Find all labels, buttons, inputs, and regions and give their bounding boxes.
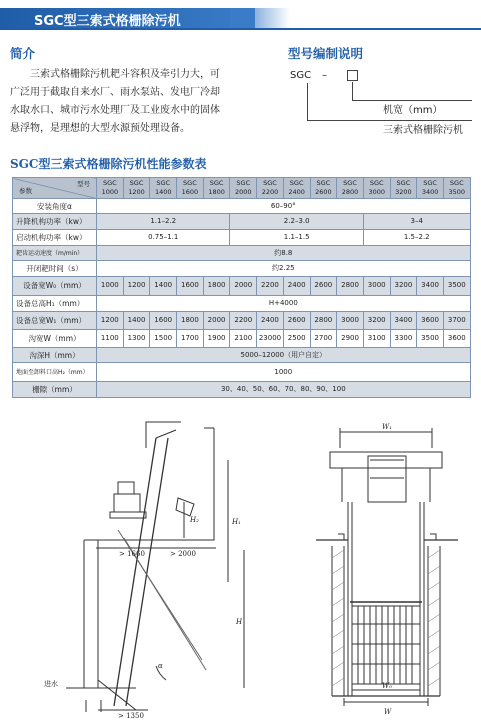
model-header: SGC 2000 [230,178,257,199]
model-header: SGC 3500 [443,178,470,199]
row-value: 5000–12000（用户自定） [97,347,471,363]
intro-heading: 简介 [10,46,36,61]
corner-model-label: 型号 [77,180,90,188]
cell: 1400 [123,312,150,330]
cell: 2400 [257,312,284,330]
cell: 2900 [337,330,364,348]
cell: 1200 [97,312,124,330]
label-w1: W₁ [382,423,393,431]
row-value: 1.1–1.5 [230,230,363,246]
table-heading: SGC型三索式格栅除污机性能参数表 [10,157,207,171]
cell: 1500 [150,330,177,348]
intro-line: 三索式格栅除污机耙斗容积及牵引力大，可 [30,69,220,80]
dim-1350: > 1350 [118,712,144,720]
cell: 3600 [417,312,444,330]
cell: 2800 [310,312,337,330]
model-header: SGC 1800 [203,178,230,199]
table-row [13,214,471,230]
model-header: SGC 1000 [97,178,124,199]
model-width-label: 机宽（mm） [383,105,443,116]
cell: 1600 [177,276,204,295]
intro-paragraph [10,66,240,138]
model-header: SGC 2200 [257,178,284,199]
intro-line: 悬浮物，是理想的大型水源预处理设备。 [10,123,190,134]
cell: 23000 [257,330,284,348]
row-value: 60–90° [97,198,471,214]
label-w: W [384,708,392,716]
row-value: 3–4 [363,214,470,230]
cell: 2000 [230,276,257,295]
label-w0: W₀ [382,682,393,690]
cell: 3300 [390,330,417,348]
cell: 1200 [123,276,150,295]
model-header: SGC 3200 [390,178,417,199]
table-header-row [13,178,471,199]
row-value: 约2.25 [97,261,471,277]
cell: 3200 [390,276,417,295]
model-code-heading: 型号编制说明 [288,46,364,61]
leader-line [307,83,308,121]
frame-rail [114,438,156,706]
model-header: SGC 2400 [283,178,310,199]
row-value: 1.1–2.2 [97,214,230,230]
cell: 1700 [177,330,204,348]
header-bar-fade [230,8,290,30]
cell: 3600 [443,330,470,348]
row-label: 开闭耙时间（s） [13,261,97,277]
cell: 3400 [390,312,417,330]
row-label: 安装角度α [13,198,97,214]
dim-1660: > 1660 [119,550,145,558]
cell: 1900 [203,330,230,348]
row-label: 设备宽W₀（mm） [13,276,97,295]
row-value: 约8.8 [97,245,471,261]
label-inflow: 进水 [44,680,58,688]
table-row [13,347,471,363]
cell: 3500 [417,330,444,348]
cell: 2100 [230,330,257,348]
table-row [13,363,471,382]
cell: 2800 [337,276,364,295]
side-view-drawing [6,420,256,720]
page-header [0,0,481,31]
row-label: 地面至卸料口高H₂（mm） [13,363,97,382]
model-header: SGC 3000 [363,178,390,199]
cell: 2000 [203,312,230,330]
model-code-diagram [275,62,475,140]
model-header: SGC 3400 [417,178,444,199]
cell: 3100 [363,330,390,348]
model-prefix: SGC [290,70,312,81]
row-label: 设备总宽W₁（mm） [13,312,97,330]
row-label: 耙齿运动速度（m/min） [13,245,97,261]
cell: 2200 [230,312,257,330]
row-value: 1.5–2.2 [363,230,470,246]
intro-line: 广泛用于截取自来水厂、雨水泵站、发电厂冷却 [10,87,220,98]
cell: 1100 [97,330,124,348]
row-label: 沟宽W（mm） [13,330,97,348]
table-row [13,312,471,330]
model-header: SGC 1600 [177,178,204,199]
cell: 1800 [203,276,230,295]
model-header: SGC 2800 [337,178,364,199]
cell: 3400 [417,276,444,295]
model-header: SGC 1400 [150,178,177,199]
table-row [13,330,471,348]
parameter-table [12,177,471,398]
front-view-drawing [312,418,462,718]
cell: 1000 [97,276,124,295]
table-row [13,245,471,261]
table-row [13,276,471,295]
table-row [13,382,471,398]
table-corner-cell [13,178,97,199]
row-value: 30、40、50、60、70、80、90、100 [97,382,471,398]
label-h2: H₂ [190,516,199,524]
cell: 3700 [443,312,470,330]
cell: 1800 [177,312,204,330]
row-label: 启动机构功率（kw） [13,230,97,246]
table-row [13,230,471,246]
row-value: H+4000 [97,295,471,312]
cell: 2400 [283,276,310,295]
table-row [13,261,471,277]
page-title: SGC型三索式格栅除污机 [34,14,181,29]
table-row [13,198,471,214]
channel-wall-left [84,540,98,688]
corner-param-label: 参数 [19,186,32,195]
label-h: H [236,618,243,626]
model-header: SGC 1200 [123,178,150,199]
cell: 2600 [310,276,337,295]
intro-line: 水取水口、城市污水处理厂及工业废水中的固体 [10,105,220,116]
model-name-label: 三索式格栅除污机 [383,125,463,136]
cell: 3000 [337,312,364,330]
cell: 2600 [283,312,310,330]
cell: 2500 [283,330,310,348]
row-value: 0.75–1.1 [97,230,230,246]
label-alpha: α [158,662,163,670]
model-width-box [347,70,358,81]
table-row [13,295,471,312]
cell: 2700 [310,330,337,348]
cell: 1300 [123,330,150,348]
model-header: SGC 2600 [310,178,337,199]
leader-line [352,82,353,100]
row-label: 设备总高H₁（mm） [13,295,97,312]
cell: 3200 [363,312,390,330]
cell: 2200 [257,276,284,295]
cell: 1600 [150,312,177,330]
dim-2000: > 2000 [170,550,196,558]
row-value: 2.2–3.0 [230,214,363,230]
label-h1: H₁ [232,518,241,526]
model-dash: – [322,70,327,81]
row-label: 沟深H（mm） [13,347,97,363]
row-label: 升降机构功率（kw） [13,214,97,230]
cell: 3500 [443,276,470,295]
row-label: 栅隙（mm） [13,382,97,398]
cell: 1400 [150,276,177,295]
cell: 3000 [363,276,390,295]
row-value: 1000 [97,363,471,382]
